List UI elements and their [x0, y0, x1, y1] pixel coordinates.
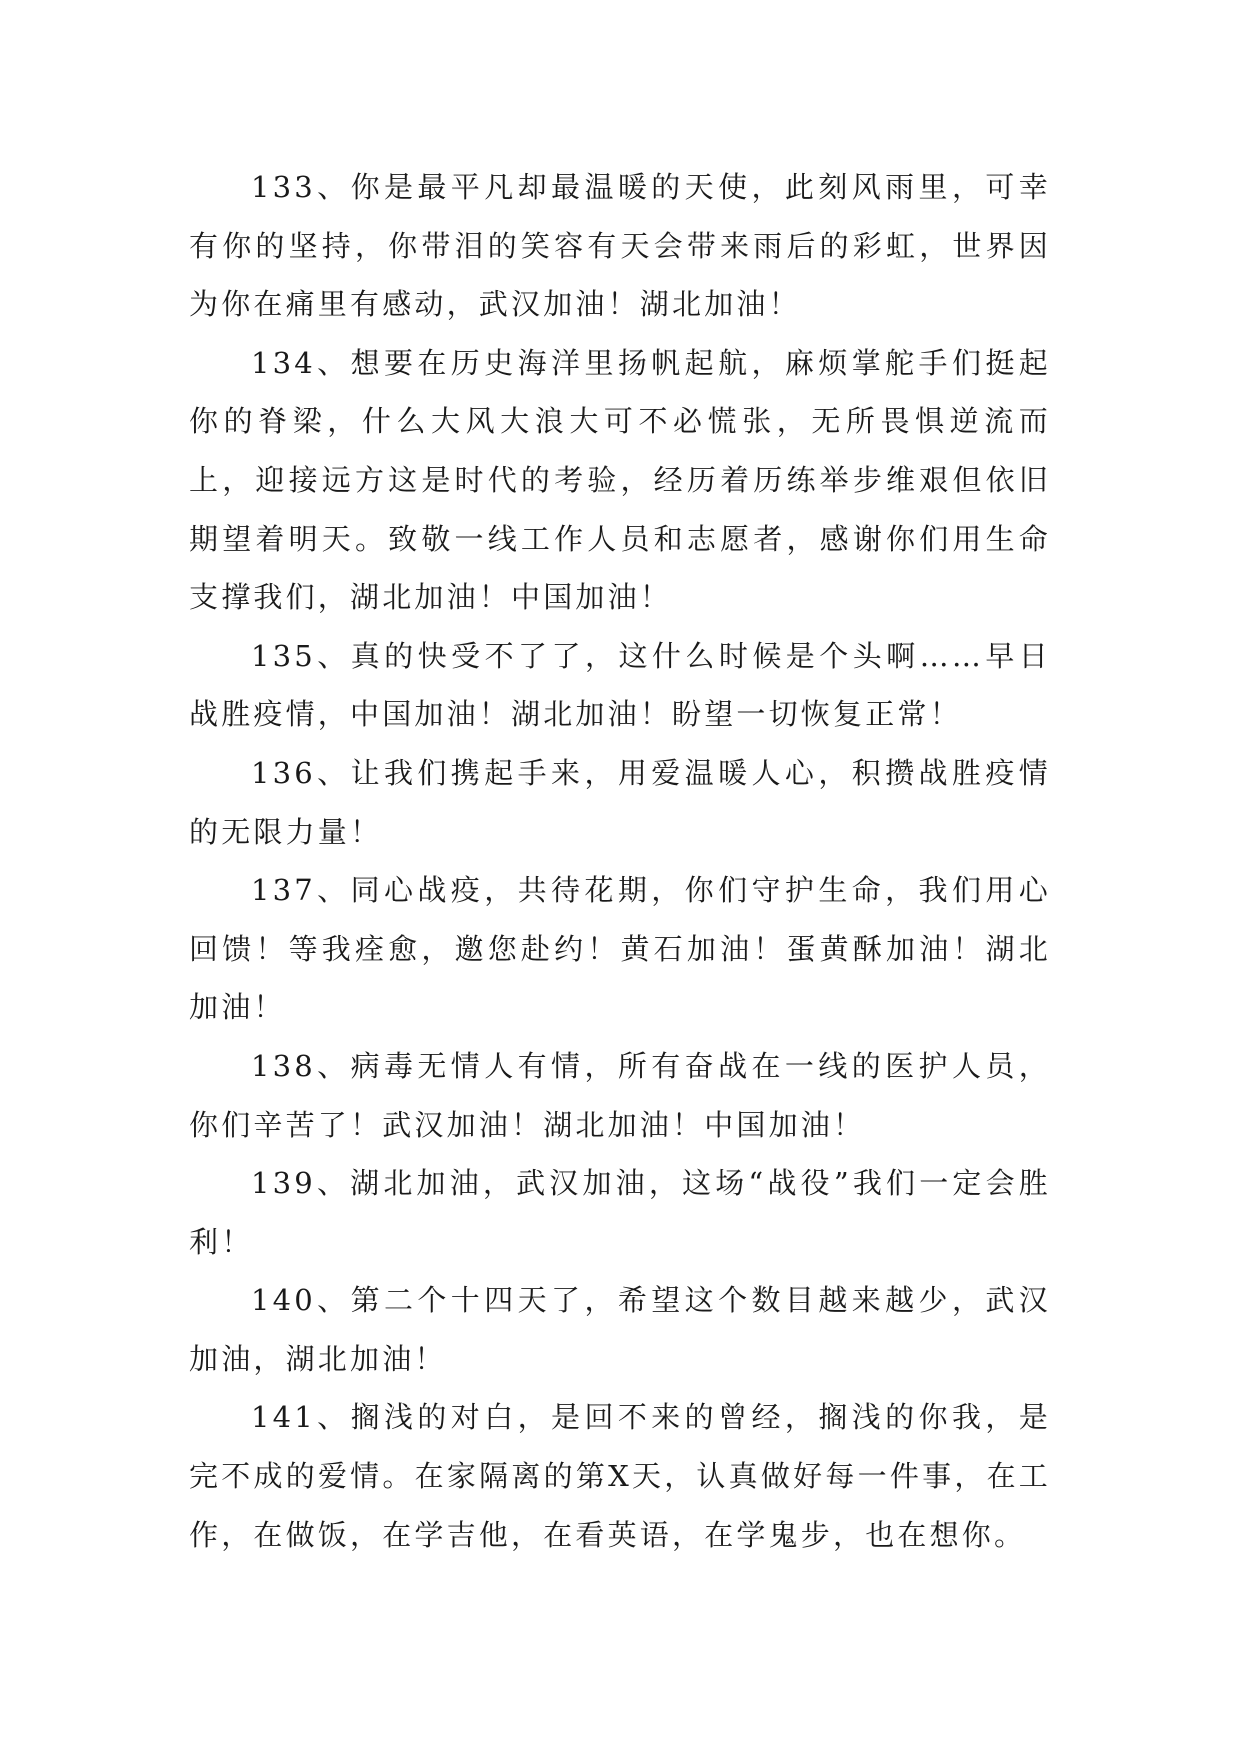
paragraph-137: 137、同心战疫，共待花期，你们守护生命，我们用心回馈！等我痊愈，邀您赴约！黄石加油！蛋黄酥加油！湖北加油！ — [189, 873, 1051, 1025]
paragraph-133: 133、你是最平凡却最温暖的天使，此刻风雨里，可幸有你的坚持，你带泪的笑容有天会带来雨后的彩虹，世界因为你在痛里有感动，武汉加油！湖北加油！ — [189, 170, 1051, 322]
paragraph-138: 138、病毒无情人有情，所有奋战在一线的医护人员，你们辛苦了！武汉加油！湖北加油！中国加油！ — [189, 1048, 1051, 1142]
paragraph-139: 139、湖北加油，武汉加油，这场“战役”我们一定会胜利！ — [189, 1166, 1051, 1259]
paragraph-135: 135、真的快受不了了，这什么时候是个头啊……早日战胜疫情，中国加油！湖北加油！盼望一切恢复正常！ — [189, 638, 1051, 732]
paragraph-136: 136、让我们携起手来，用爱温暖人心，积攒战胜疫情的无限力量！ — [189, 755, 1051, 849]
paragraph-141: 141、搁浅的对白，是回不来的曾经，搁浅的你我，是完不成的爱情。在家隔离的第X天，认真做好每一件事，在工作，在做饭，在学吉他，在看英语，在学鬼步，也在想你。 — [189, 1400, 1051, 1552]
paragraph-140: 140、第二个十四天了，希望这个数目越来越少，武汉加油，湖北加油！ — [189, 1283, 1051, 1376]
paragraph-134: 134、想要在历史海洋里扬帆起航，麻烦掌舵手们挺起你的脊梁，什么大风大浪大可不必慌张，无所畏惧逆流而上，迎接远方这是时代的考验，经历着历练举步维艰但依旧期望着明天。致敬一线工作人员和志愿者，感谢你们用生命支撑我们，湖北加油！中国加油！ — [189, 345, 1051, 615]
document-body — [189, 158, 1051, 1564]
